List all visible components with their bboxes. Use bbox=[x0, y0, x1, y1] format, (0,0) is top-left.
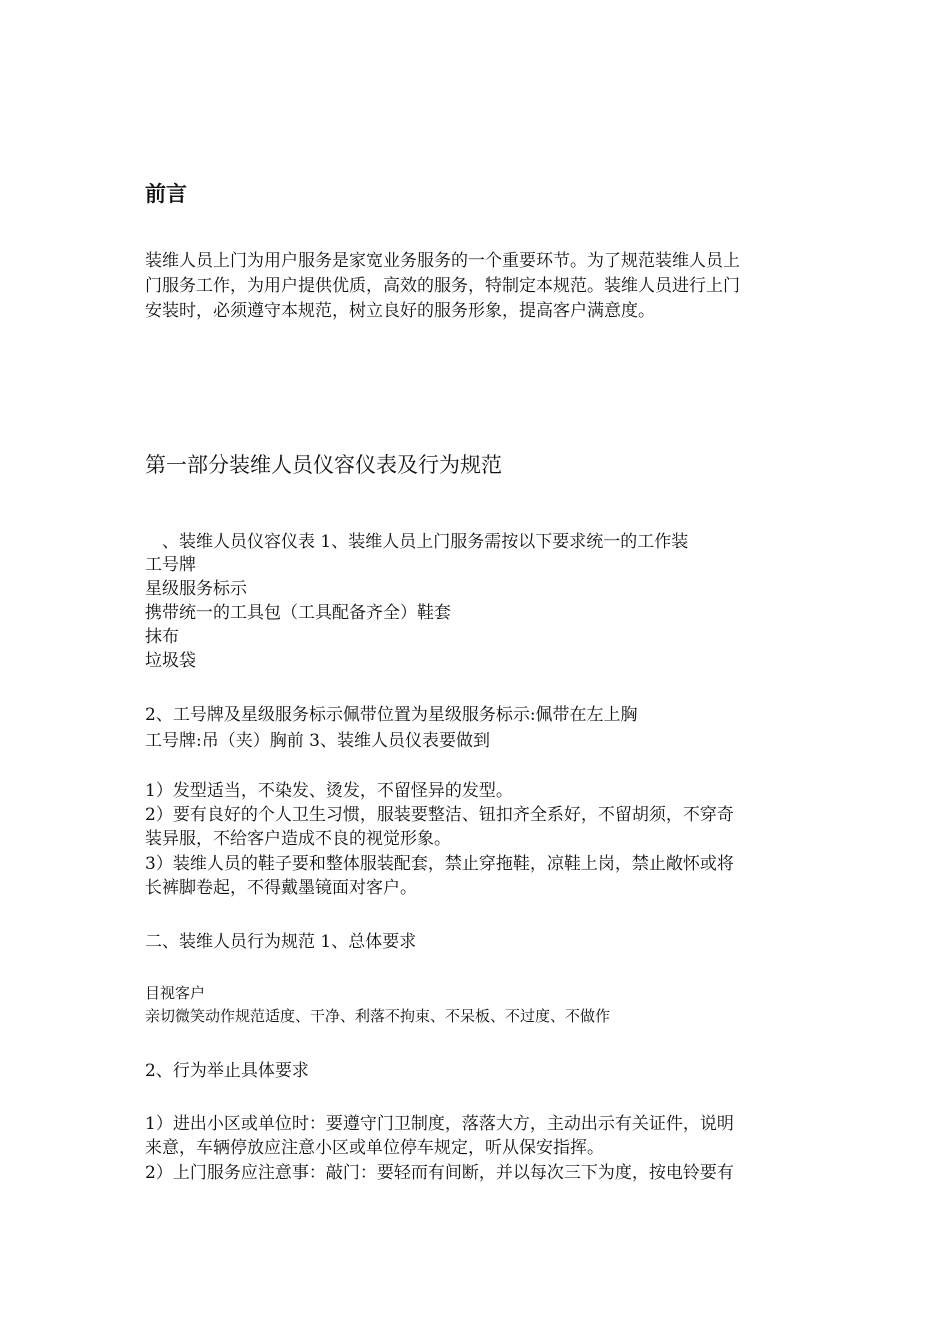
point2-line: 2、工号牌及星级服务标示佩带位置为星级服务标示:佩带在左上胸 bbox=[145, 705, 638, 725]
general-line: 亲切微笑动作规范适度、干净、利落不拘束、不呆板、不过度、不做作 bbox=[145, 1007, 611, 1025]
preface-title: 前言 bbox=[145, 181, 187, 206]
appearance-line: 3）装维人员的鞋子要和整体服装配套，禁止穿拖鞋，凉鞋上岗，禁止敞怀或将 bbox=[145, 854, 734, 874]
behavior-title: 2、行为举止具体要求 bbox=[145, 1061, 309, 1081]
list-item: 抹布 bbox=[145, 627, 179, 647]
list-item: 星级服务标示 bbox=[145, 579, 247, 599]
preface-line: 门服务工作，为用户提供优质，高效的服务，特制定本规范。装维人员进行上门 bbox=[145, 276, 740, 296]
list-item: 垃圾袋 bbox=[145, 651, 196, 671]
list-item: 携带统一的工具包（工具配备齐全）鞋套 bbox=[145, 603, 451, 623]
behavior-line: 2）上门服务应注意事：敲门：要轻而有间断，并以每次三下为度，按电铃要有 bbox=[145, 1163, 734, 1183]
appearance-line: 装异服，不给客户造成不良的视觉形象。 bbox=[145, 829, 451, 849]
list-item: 工号牌 bbox=[145, 555, 196, 575]
section2-line: 二、装维人员行为规范 1、总体要求 bbox=[145, 932, 417, 952]
part1-title: 第一部分装维人员仪容仪表及行为规范 bbox=[145, 453, 502, 477]
appearance-line: 1）发型适当，不染发、烫发，不留怪异的发型。 bbox=[145, 781, 513, 801]
section1-line: 、装维人员仪容仪表 1、装维人员上门服务需按以下要求统一的工作装 bbox=[162, 532, 689, 552]
behavior-line: 1）进出小区或单位时：要遵守门卫制度，落落大方，主动出示有关证件，说明 bbox=[145, 1114, 734, 1134]
behavior-line: 来意，车辆停放应注意小区或单位停车规定，听从保安指挥。 bbox=[145, 1138, 604, 1158]
preface-line: 安装时，必须遵守本规范，树立良好的服务形象，提高客户满意度。 bbox=[145, 301, 655, 321]
general-line: 目视客户 bbox=[145, 984, 206, 1002]
appearance-line: 长裤脚卷起，不得戴墨镜面对客户。 bbox=[145, 878, 417, 898]
preface-line: 装维人员上门为用户服务是家宽业务服务的一个重要环节。为了规范装维人员上 bbox=[145, 251, 740, 271]
point2-line: 工号牌:吊（夹）胸前 3、装维人员仪表要做到 bbox=[145, 731, 490, 751]
appearance-line: 2）要有良好的个人卫生习惯，服装要整洁、钮扣齐全系好，不留胡须，不穿奇 bbox=[145, 805, 734, 825]
